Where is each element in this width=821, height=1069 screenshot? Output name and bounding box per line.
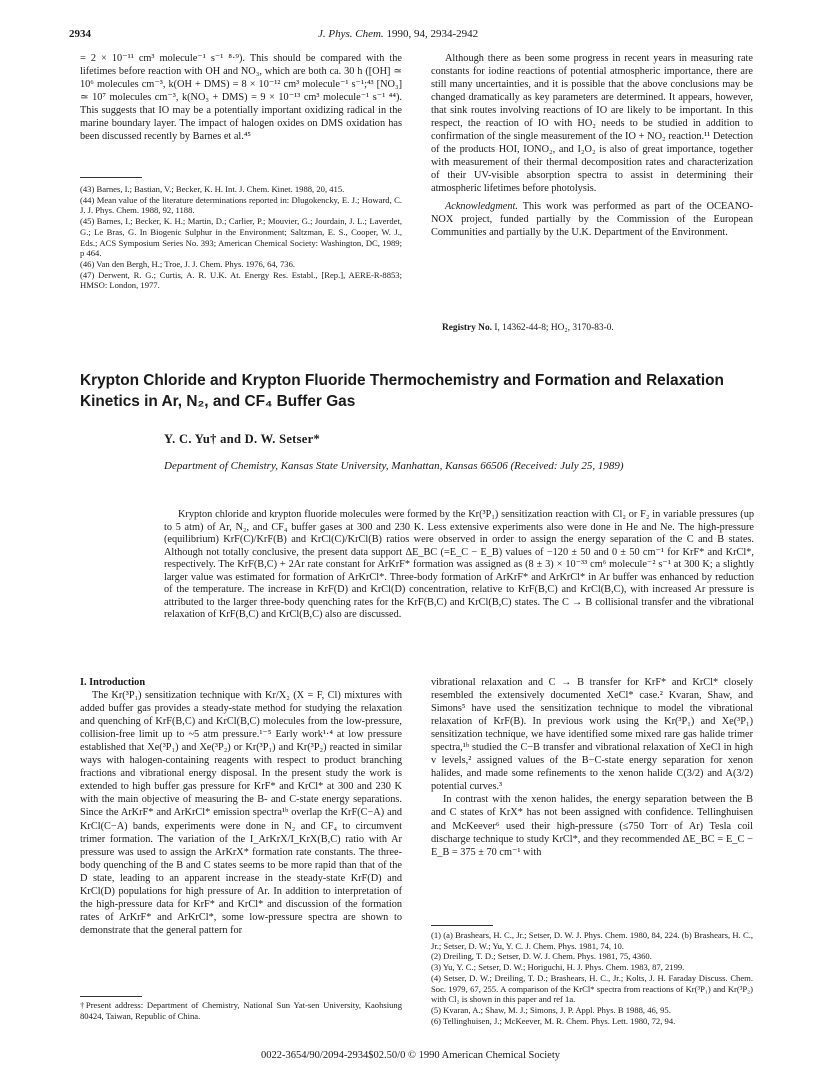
reference-1: (1) (a) Brashears, H. C., Jr.; Setser, D. W. J. Phys. Chem. 1980, 84, 224. (b) Brashears, H. C., Jr.; Setser, D. W.; Yu, Y. C. J. Chem. Phys. 1981, 74, 10. — [431, 930, 753, 951]
journal-name: J. Phys. Chem. — [318, 28, 384, 40]
reference-2: (2) Dreiling, T. D.; Setser, D. W. J. Chem. Phys. 1981, 75, 4360. — [431, 951, 652, 962]
reference-3: (3) Yu, Y. C.; Setser, D. W.; Horiguchi, H. J. Phys. Chem. 1983, 87, 2199. — [431, 962, 685, 973]
conclusion-paragraph: Although there as been some progress in recent years in measuring rate constants for iodine reactions of potential atmospheric importance, there are still many uncertainties, and it is possible that the above conclusions may be changed dramatically as key parameters are determined. It appears, however, that sink routes involving reactions of IO are likely to be important. In this respect, the reaction of IO with HO₂ needs to be studied in addition to confirmation of the single measurement of the IO + NO₂ reaction.¹¹ Detection of the products HOI, IONO₂, and I₂O₂ is also of great importance, together with measurement of their thermal decomposition rates and characterization of their UV-visible absorption spectra to assist in determining their atmospheric lifetimes before photolysis. — [431, 53, 753, 195]
acknowledgment-label: Acknowledgment. — [445, 200, 518, 212]
reference-divider — [80, 177, 142, 178]
reference-47: (47) Derwent, R. G.; Curtis, A. R. U.K. At. Energy Res. Establ., [Rep.], AERE-R-8853; HMSO: London, 1977. — [80, 269, 402, 291]
registry-numbers — [442, 323, 614, 333]
left-references — [80, 184, 402, 291]
copyright-footer: 0022-3654/90/2094-2934$02.50/0 © 1990 American Chemical Society — [260, 1050, 561, 1061]
registry-text: I, 14362-44-8; HO₂, 3170-83-0. — [494, 323, 614, 333]
reference-46: (46) Van den Bergh, H.; Troe, J. J. Chem. Phys. 1976, 64, 736. — [80, 258, 296, 269]
introduction-section — [80, 676, 402, 937]
page-number: 2934 — [69, 28, 91, 40]
reference-45: (45) Barnes, I.; Becker, K. H.; Martin, D.; Carlier, P.; Mouvier, G.; Jourdain, J. L.; Laverdet, G.; Le Bras, G. In Biogenic Sulphur in the Environment; Saltzman, E. S., Cooper, W. J., Eds.; ACS Symposium Series No. 393; American Chemical Society: Washington, DC, 1989; p 464. — [80, 216, 402, 259]
reference-44: (44) Mean value of the literature determinations reported in: Dlugokencky, E. J.; Howard, C. J. J. Phys. Chem. 1988, 92, 1188. — [80, 194, 402, 216]
reference-5: (5) Kvaran, A.; Shaw, M. J.; Simons, J. P. Appl. Phys. B 1988, 46, 95. — [431, 1004, 671, 1015]
journal-reference — [318, 28, 478, 40]
present-address-footnote — [80, 1000, 402, 1021]
left-column-paragraph: = 2 × 10⁻¹¹ cm³ molecule⁻¹ s⁻¹ ⁸·⁹). This should be compared with the lifetimes before reaction with OH and NO₃, which are both ca. 30 h ([OH] ≃ 10⁶ molecules cm⁻³, k(OH + DMS) = 8 × 10⁻¹² cm³ molecule⁻¹ s⁻¹;⁴³ [NO₃] ≃ 10⁷ molecules cm⁻³, k(NO₃ + DMS) = 9 × 10⁻¹³ cm³ molecule⁻¹ s⁻¹ ⁴⁴). This suggests that IO may be a potentially important oxidizing radical in the marine boundary layer. The impact of halogen oxides on DMS oxidation has been discussed recently by Barnes et al.⁴⁵ — [80, 53, 402, 143]
abstract — [164, 509, 754, 622]
right-reference-divider — [431, 925, 493, 926]
reference-6: (6) Tellinghuisen, J.; McKeever, M. R. Chem. Phys. Lett. 1980, 72, 94. — [431, 1015, 676, 1026]
affiliation: Department of Chemistry, Kansas State University, Manhattan, Kansas 66506 (Received: July 25, 1989) — [164, 460, 624, 472]
article-title — [80, 370, 770, 412]
title-line-1: Krypton Chloride and Krypton Fluoride Thermochemistry and Formation and Relaxation — [80, 372, 724, 389]
acknowledgment — [431, 200, 753, 239]
title-line-2: Kinetics in Ar, N₂, and CF₄ Buffer Gas — [80, 393, 356, 410]
right-column-text — [431, 52, 753, 239]
intro-paragraph: The Kr(³P₁) sensitization technique with Kr/X₂ (X = F, Cl) mixtures with added buffer gas provides a steady-state method for studying the relaxation and quenching of KrF(B,C) and KrCl(B,C) molecules from the low-pressure, collision-free limit up to ~5 atm pressure.¹⁻⁵ Early work¹·⁴ at low pressure established that Xe(³P₁) and Xe(³P₂) or Kr(³P₁) and Kr(³P₂) reacted in similar ways with halogen-containing reagents with respect to product branching fractions and vibrational energy disposal. In the present study the work is extended to high buffer gas pressure for KrF* and KrCl* at 300 and 230 K with the main objective of measuring the B- and C-state energy separations. Since the ArKrF* and ArKrCl* emission spectra¹ᵇ overlap the KrF(C−A) and KrCl(C−A) bands, experiments were done in N₂ and CF₄ to circumvent trimer formation. The variation of the I_ArKrX/I_KrX(B,C) ratio with Ar pressure was used to assign the ArKrX* formation rate constants. The three-body quenching of the B and C states seems to be more rapid than that of the D state, leading to an apparent increase in the steady-state KrF(D) and KrCl(D) populations for high pressure of Ar. In addition to interpretation of the high-pressure data for KrF* and KrCl* and discussion of the formation rates of ArKrF* and ArKrCl*, some low-pressure spectra are shown to demonstrate that the general pattern for — [80, 690, 402, 936]
left-column-text — [80, 52, 402, 143]
right-references — [431, 930, 753, 1026]
registry-label: Registry No. — [442, 323, 492, 333]
footnote-divider — [80, 996, 142, 997]
abstract-text: Krypton chloride and krypton fluoride molecules were formed by the Kr(³P₁) sensitization reaction with Cl₂ or F₂ in variable pressures (up to 5 atm) of Ar, N₂, and CF₄ buffer gases at 300 and 230 K. Less extensive experiments also were done in He and Ne. The high-pressure (equilibrium) KrF(C)/KrF(B) and KrCl(C)/KrCl(B) ratios were observed in order to assign the energy separation of the C and B states. Although not totally conclusive, the present data support ΔE_BC (=E_C − E_B) values of −120 ± 50 and 0 ± 50 cm⁻¹ for KrF* and KrCl*, respectively. The KrF(B,C) + 2Ar rate constant for ArKrF* formation was assigned as (8 ± 3) × 10⁻³³ cm⁶ molecule⁻² s⁻¹ at 300 K; a slightly larger value was estimated for formation of ArKrCl*. Three-body formation of ArKrF* and ArKrCl* in Ar buffer was enhanced by reduction of the temperature. The increase in KrF(D) and KrCl(D) concentration, relative to KrF(B,C) and KrCl(B,C), with increased Ar pressure is attributed to the larger three-body quenching rates for the KrF(B,C) and KrCl(B,C) states. The C → B collisional transfer and the vibrational relaxation of KrF(B,C) and KrCl(B,C) also are discussed. — [164, 509, 754, 621]
reference-43: (43) Barnes, I.; Bastian, V.; Becker, K. H. Int. J. Chem. Kinet. 1988, 20, 415. — [80, 184, 345, 194]
section-heading: I. Introduction — [80, 677, 146, 688]
journal-year-volume: 1990, 94, 2934-2942 — [386, 28, 479, 40]
right-intro-column — [431, 676, 753, 859]
authors: Y. C. Yu† and D. W. Setser* — [164, 432, 321, 446]
reference-4: (4) Setser, D. W.; Dreiling, T. D.; Brashears, H. C., Jr.; Kolts, J. H. Faraday Discuss. Chem. Soc. 1979, 67, 255. A comparison of the KrCl* spectra from reactions of Kr(³P₁) and Kr(³P₂) with Cl₂ is shown in this paper and ref 1a. — [431, 972, 753, 1005]
right-intro-paragraph-1: vibrational relaxation and C → B transfer for KrF* and KrCl* closely resembled the extensively documented XeCl* case.² Kvaran, Shaw, and Simons⁵ have used the sensitization technique to model the vibrational relaxation of KrF(B). In previous work using the Kr(³P₁) and Xe(³P₁) sensitization technique, we have identified some mixed rare gas halide trimer spectra,¹ᵇ studied the C−B transfer and vibrational relaxation of XeCl in high v levels,² assigned values of the B−C-state energy separation for xenon halides, and made some refinements to the xenon halide C(3/2) and A(3/2) potential curves.³ — [431, 677, 753, 793]
present-address-text: †Present address: Department of Chemistry, National Sun Yat-sen University, Kaohsiung 80424, Taiwan, Republic of China. — [80, 1000, 402, 1021]
right-intro-paragraph-2: In contrast with the xenon halides, the energy separation between the B and C states of KrX* has not been assigned with confidence. Tellinghuisen and McKeever⁶ used their high-pressure (≤750 Torr of Ar) Tesla coil discharge technique to study KrCl*, and they recommended ΔE_BC = E_C − E_B = 375 ± 70 cm⁻¹ with — [431, 794, 753, 858]
acknowledgment-text: This work was performed as part of the OCEANO-NOX project, funded partially by the Commission of the European Communities and partially by the U.K. Department of the Environment. — [431, 200, 753, 238]
